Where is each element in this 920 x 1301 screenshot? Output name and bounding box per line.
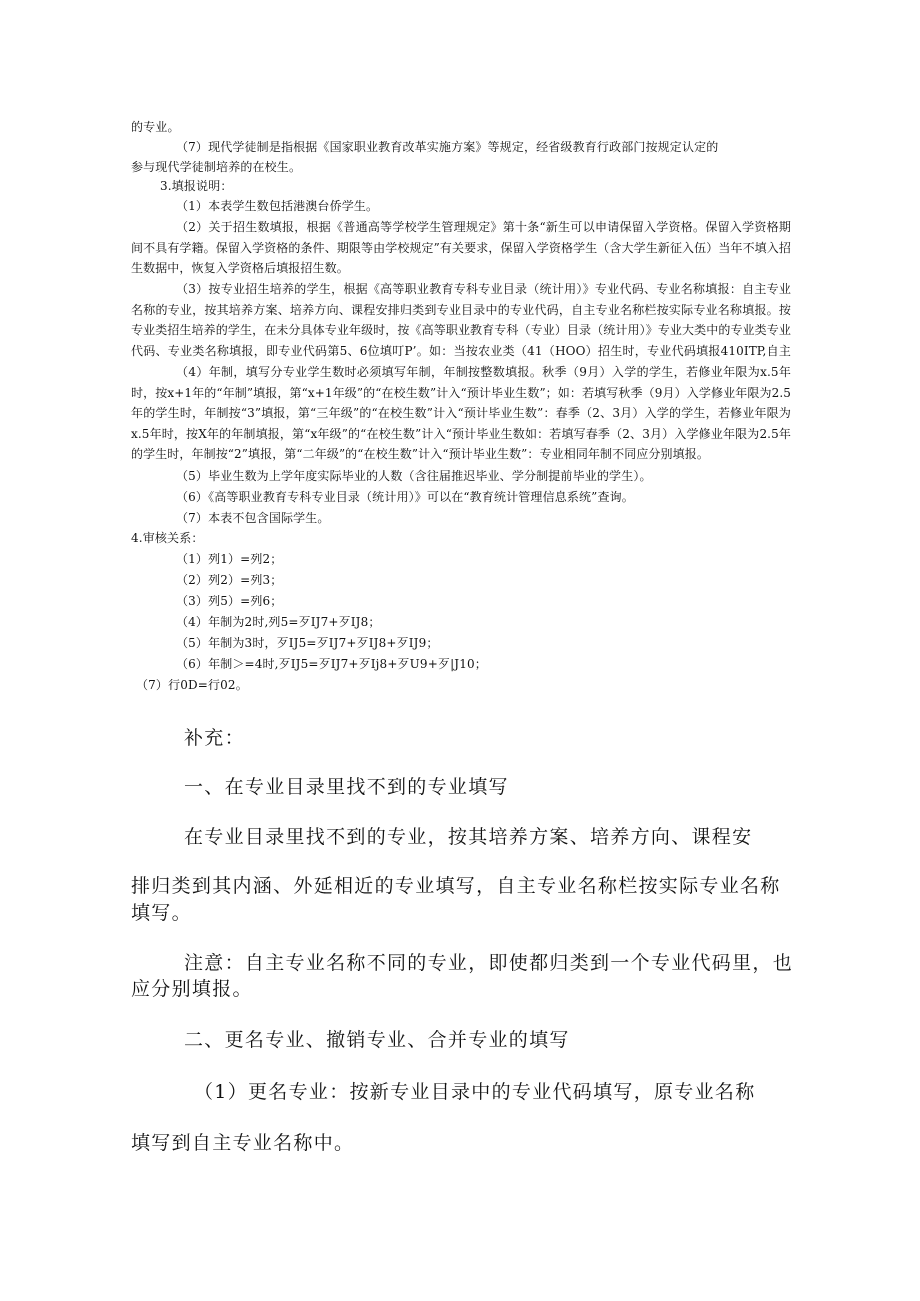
fill-note-7: （7）本表不包含国际学生。	[176, 511, 330, 525]
audit-rule-4: （4）年制为2时,列5=歹IJ7+歹IJ8；	[176, 615, 381, 629]
supplement-note-line-2: 应分别填报。	[131, 978, 253, 1000]
supplement-item-1-line-2: 填写到自主专业名称中。	[131, 1132, 355, 1154]
fill-note-4-text: （4）年制，填写分专业学生数时必须填写年制，年制按整数填报。秋季（9月）入学的学生，若修业年限为x.5年时，按x+1年的“年制”填报，第“x+1年级”的“在校生数”计入“预计毕业生数”；如：若填写秋季（9月）入学修业年限为2.5年的学生时，年制按“3”填报，第“三年级”的“在校生数”计入“预计毕业生数”：春季（2、3月）入学的学生，若修业年限为x.5年时，按X年的年制填报，第“x年级”的“在校生数”计入“预计毕业生数如：若填写春季（2、3月）入学修业年限为2.5年的学生时，年制按“2”填报，第“二年级”的“在校生数”计入“预计毕业生数”：专业相同年制不同应分别填报。	[131, 365, 791, 462]
supplement-heading-2: 二、更名专业、撤销专业、合并专业的填写	[184, 1029, 570, 1051]
supplement-para-1-line-1: 在专业目录里找不到的专业，按其培养方案、培养方向、课程安	[184, 826, 753, 848]
fill-note-3-text: （3）按专业招生培养的学生，根据《高等职业教育专科专业目录（统计用）》专业代码、专业名称填报：自主专业名称的专业，按其培养方案、培养方向、课程安排归类到专业目录中的专业代码，自主专业名称栏按实际专业名称填报。按专业类招生培养的学生，在未分具体专业年级时，按《高等职业教育专科（专业）目录（统计用）》专业大类中的专业类专业代码、专业类名称填报，即专业代码第5、6位填叮P’。如：当按农业类（41（HOO）招生时，专业代码填报410ITP,自主	[131, 282, 791, 358]
fill-note-2	[131, 217, 791, 279]
supplement-para-1-line-2: 排归类到其内涵、外延相近的专业填写，自主专业名称栏按实际专业名称	[131, 875, 781, 897]
section-3-heading: 3.填报说明：	[160, 179, 233, 193]
supplement-heading-1: 一、在专业目录里找不到的专业填写	[184, 776, 509, 798]
audit-rule-7: （7）行0D=行02。	[136, 678, 248, 692]
supplement-para-1-line-3: 填写。	[131, 902, 192, 924]
fill-note-1: （1）本表学生数包括港澳台侨学生。	[176, 199, 379, 213]
audit-rule-3: （3）列5）=列6；	[176, 594, 283, 608]
audit-rule-6: （6）年制＞=4时,歹IJ5=歹IJ7+歹Ij8+歹U9+歹|J10；	[176, 657, 487, 671]
supplement-note-line-1: 注意：自主专业名称不同的专业，即使都归类到一个专业代码里，也	[184, 952, 794, 974]
audit-rule-5: （5）年制为3时，歹IJ5=歹IJ7+歹IJ8+歹IJ9；	[176, 636, 439, 650]
supplement-item-1-line-1: （1）更名专业：按新专业目录中的专业代码填写，原专业名称	[194, 1081, 756, 1103]
audit-rule-2: （2）列2）=列3；	[176, 573, 283, 587]
fill-note-4	[131, 362, 791, 466]
fill-note-2-text: （2）关于招生数填报，根据《普通高等学校学生管理规定》第十条“新生可以申请保留入学资格。保留入学资格期间不具有学籍。保留入学资格的条件、期限等由学校规定”有关要求，保留入学资格学生（含大学生新征入伍）当年不填入招生数据中，恢复入学资格后填报招生数。	[131, 220, 791, 276]
note-7-line-2: 参与现代学徒制培养的在校生。	[131, 160, 302, 174]
section-4-heading: 4.审核关系：	[131, 531, 204, 545]
audit-rule-1: （1）列1）=列2；	[176, 552, 283, 566]
fill-note-6: （6）《高等职业教育专科专业目录（统计用）》可以在“教育统计管理信息系统”查询。	[176, 490, 634, 504]
fill-note-5: （5）毕业生数为上学年度实际毕业的人数（含往届推迟毕业、学分制提前毕业的学生）。	[176, 469, 652, 483]
fill-note-3	[131, 279, 791, 362]
continued-line: 的专业。	[131, 120, 180, 134]
note-7-line-1: （7）现代学徒制是指根据《国家职业教育改革实施方案》等规定，经省级教育行政部门按规定认定的	[176, 140, 719, 154]
supplement-title: 补充：	[184, 727, 245, 749]
